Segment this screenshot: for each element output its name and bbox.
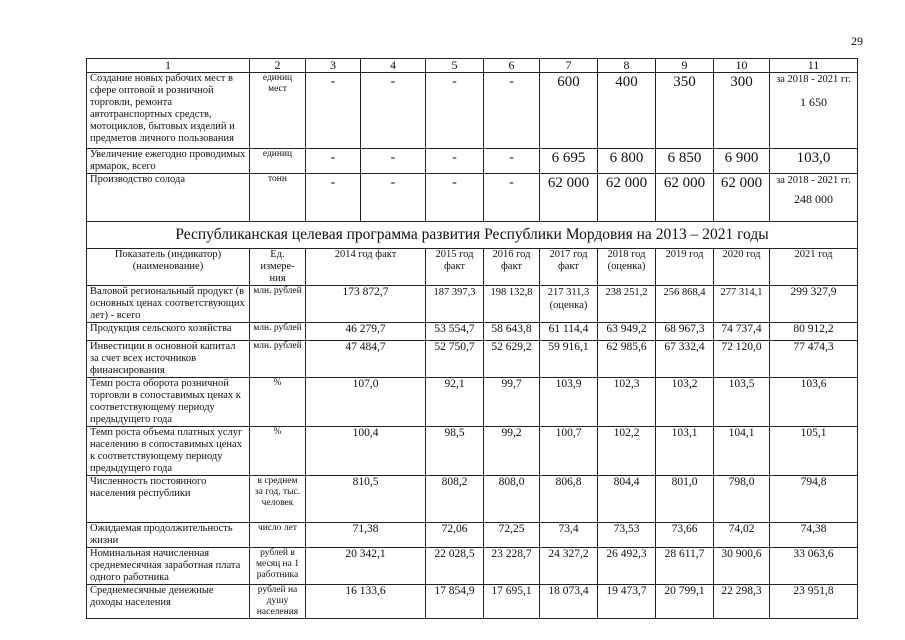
column-number: 11 (770, 59, 858, 73)
value-cell: 62 000 (540, 174, 598, 222)
indicator-name: Инвестиции в основной капитал за счет всех источников финансирования (87, 341, 250, 378)
table-row (87, 73, 858, 149)
unit-cell: рублей в месяц на 1 работника (250, 548, 306, 585)
value-cell: - (361, 149, 426, 174)
value-cell: 22 028,5 (426, 548, 484, 585)
indicator-name: Темп роста оборота розничной торговли в сопоставимых ценах к соответствующему периоду предыдущего года (87, 378, 250, 427)
column-number: 1 (87, 59, 250, 73)
value-cell: - (426, 73, 484, 149)
value-cell: 103,6 (770, 378, 858, 427)
header-year: 2016 год факт (484, 249, 540, 286)
value-cell: 18 073,4 (540, 585, 598, 619)
unit-cell: % (250, 427, 306, 476)
value-cell: 22 298,3 (714, 585, 770, 619)
value-cell: 58 643,8 (484, 323, 540, 341)
value-cell: - (484, 174, 540, 222)
value-cell: 73,4 (540, 523, 598, 548)
value-cell: 6 850 (656, 149, 714, 174)
indicator-name: Производство солода (87, 174, 250, 222)
value-cell: 74,02 (714, 523, 770, 548)
value-cell: 68 967,3 (656, 323, 714, 341)
value-cell: 20 799,1 (656, 585, 714, 619)
page-number: 29 (851, 34, 863, 48)
value-cell: 801,0 (656, 476, 714, 523)
value-cell: 6 695 (540, 149, 598, 174)
value-cell: 62 000 (714, 174, 770, 222)
value-cell: 74 737,4 (714, 323, 770, 341)
value-cell: 72,06 (426, 523, 484, 548)
column-number: 4 (361, 59, 426, 73)
value-cell: 67 332,4 (656, 341, 714, 378)
value-cell: 30 900,6 (714, 548, 770, 585)
value-cell: 92,1 (426, 378, 484, 427)
value-cell: - (426, 149, 484, 174)
value-cell: 17 695,1 (484, 585, 540, 619)
unit-cell: в среднем за год, тыс. человек (250, 476, 306, 523)
value-cell: 99,2 (484, 427, 540, 476)
program-title-row (87, 222, 858, 249)
value-cell: 256 868,4 (656, 286, 714, 323)
column-number: 5 (426, 59, 484, 73)
value-cell: 103,2 (656, 378, 714, 427)
unit-cell: единиц мест (250, 73, 306, 149)
value-cell: - (484, 73, 540, 149)
value-cell: 46 279,7 (306, 323, 426, 341)
table-row (87, 548, 858, 585)
header-year: 2018 год (оценка) (598, 249, 656, 286)
value-cell: 16 133,6 (306, 585, 426, 619)
column-number-row (87, 59, 858, 73)
value-cell: 794,8 (770, 476, 858, 523)
value-cell: 19 473,7 (598, 585, 656, 619)
unit-cell: число лет (250, 523, 306, 548)
value-cell: 62 000 (598, 174, 656, 222)
table-row (87, 427, 858, 476)
value-cell: 80 912,2 (770, 323, 858, 341)
value-cell: 100,4 (306, 427, 426, 476)
value-cell: 72,25 (484, 523, 540, 548)
value-cell: 6 900 (714, 149, 770, 174)
unit-cell: % (250, 378, 306, 427)
column-number: 2 (250, 59, 306, 73)
value-cell: 277 314,1 (714, 286, 770, 323)
value-cell: 299 327,9 (770, 286, 858, 323)
value-cell: 99,7 (484, 378, 540, 427)
total-cell (770, 149, 858, 174)
value-cell: 77 474,3 (770, 341, 858, 378)
value-cell: 24 327,2 (540, 548, 598, 585)
value-cell: 600 (540, 73, 598, 149)
value-cell: 73,53 (598, 523, 656, 548)
indicator-name: Темп роста объема платных услуг населению в сопоставимых ценах к соответствующему периоду предыдущего года (87, 427, 250, 476)
header-year: 2017 год факт (540, 249, 598, 286)
value-cell: 100,7 (540, 427, 598, 476)
value-cell: 806,8 (540, 476, 598, 523)
value-cell: - (306, 174, 361, 222)
value-cell: - (426, 174, 484, 222)
value-cell: 238 251,2 (598, 286, 656, 323)
value-cell: 350 (656, 73, 714, 149)
value-cell: 217 311,3 (оценка) (540, 286, 598, 323)
value-cell: 28 611,7 (656, 548, 714, 585)
value-cell: 53 554,7 (426, 323, 484, 341)
indicator-name: Среднемесячные денежные доходы населения (87, 585, 250, 619)
total-period: за 2018 - 2021 гг. (776, 74, 851, 85)
value-cell: 810,5 (306, 476, 426, 523)
header-year: 2015 год факт (426, 249, 484, 286)
value-cell: - (306, 73, 361, 149)
indicator-name: Продукция сельского хозяйства (87, 323, 250, 341)
column-number: 3 (306, 59, 361, 73)
unit-cell: млн. рублей (250, 323, 306, 341)
column-number: 8 (598, 59, 656, 73)
value-cell: 103,9 (540, 378, 598, 427)
table-row (87, 149, 858, 174)
value-cell: 173 872,7 (306, 286, 426, 323)
indicators-table (86, 58, 858, 619)
table-row (87, 523, 858, 548)
column-number: 10 (714, 59, 770, 73)
value-cell: 102,3 (598, 378, 656, 427)
value-cell: 62 985,6 (598, 341, 656, 378)
value-cell: 104,1 (714, 427, 770, 476)
value-cell: - (484, 149, 540, 174)
indicator-name: Создание новых рабочих мест в сфере оптовой и розничной торговли, ремонта автотранспортных средств, мотоциклов, бытовых изделий и предметов личного пользования (87, 73, 250, 149)
header-year: 2019 год (656, 249, 714, 286)
table-row (87, 323, 858, 341)
value-cell: 33 063,6 (770, 548, 858, 585)
table-row (87, 341, 858, 378)
program-title: Республиканская целевая программа развития Республики Мордовия на 2013 – 2021 годы (87, 222, 858, 249)
value-cell: 6 800 (598, 149, 656, 174)
value-cell: 103,1 (656, 427, 714, 476)
unit-cell: рублей на душу населения (250, 585, 306, 619)
value-cell: 17 854,9 (426, 585, 484, 619)
header-year: 2021 год (770, 249, 858, 286)
value-cell: 23 951,8 (770, 585, 858, 619)
value-cell: 98,5 (426, 427, 484, 476)
indicator-name: Валовой региональный продукт (в основных ценах соответствующих лет) - всего (87, 286, 250, 323)
table-row (87, 585, 858, 619)
value-cell: 62 000 (656, 174, 714, 222)
value-cell: 105,1 (770, 427, 858, 476)
table-row (87, 476, 858, 523)
header-indicator-name: Показатель (индикатор) (наименование) (87, 249, 250, 286)
value-cell: - (361, 73, 426, 149)
value-cell: 52 629,2 (484, 341, 540, 378)
unit-cell: млн. рублей (250, 341, 306, 378)
table-row (87, 378, 858, 427)
value-cell: 400 (598, 73, 656, 149)
value-cell: 23 228,7 (484, 548, 540, 585)
column-number: 7 (540, 59, 598, 73)
unit-cell: единиц (250, 149, 306, 174)
unit-cell: тонн (250, 174, 306, 222)
total-period: за 2018 - 2021 гг. (776, 175, 851, 186)
value-cell: 26 492,3 (598, 548, 656, 585)
header-unit: Ед. измере-ния (250, 249, 306, 286)
value-cell: 61 114,4 (540, 323, 598, 341)
value-cell: 808,0 (484, 476, 540, 523)
value-cell: 187 397,3 (426, 286, 484, 323)
indicator-header-row (87, 249, 858, 286)
value-cell: 798,0 (714, 476, 770, 523)
total-value: 248 000 (794, 192, 833, 206)
value-cell: 71,38 (306, 523, 426, 548)
column-number: 6 (484, 59, 540, 73)
header-year: 2020 год (714, 249, 770, 286)
column-number: 9 (656, 59, 714, 73)
header-year: 2014 год факт (306, 249, 426, 286)
table-row (87, 174, 858, 222)
total-cell (770, 73, 858, 149)
value-cell: 73,66 (656, 523, 714, 548)
value-cell: 63 949,2 (598, 323, 656, 341)
total-value: 1 650 (800, 95, 827, 109)
value-cell: 804,4 (598, 476, 656, 523)
value-cell: 103,5 (714, 378, 770, 427)
value-cell: 52 750,7 (426, 341, 484, 378)
total-cell (770, 174, 858, 222)
value-cell: - (361, 174, 426, 222)
indicator-name: Номинальная начисленная среднемесячная заработная плата одного работника (87, 548, 250, 585)
value-cell: 102,2 (598, 427, 656, 476)
indicator-name: Увеличение ежегодно проводимых ярмарок, всего (87, 149, 250, 174)
value-cell: 300 (714, 73, 770, 149)
value-cell: 198 132,8 (484, 286, 540, 323)
unit-cell: млн. рублей (250, 286, 306, 323)
value-cell: 107,0 (306, 378, 426, 427)
value-cell: 59 916,1 (540, 341, 598, 378)
indicator-name: Ожидаемая продолжительность жизни (87, 523, 250, 548)
total-period: 103,0 (796, 150, 831, 166)
value-cell: 47 484,7 (306, 341, 426, 378)
value-cell: 808,2 (426, 476, 484, 523)
value-cell: - (306, 149, 361, 174)
value-cell: 74,38 (770, 523, 858, 548)
indicator-name: Численность постоянного населения республики (87, 476, 250, 523)
value-cell: 20 342,1 (306, 548, 426, 585)
table-row (87, 286, 858, 323)
value-cell: 72 120,0 (714, 341, 770, 378)
